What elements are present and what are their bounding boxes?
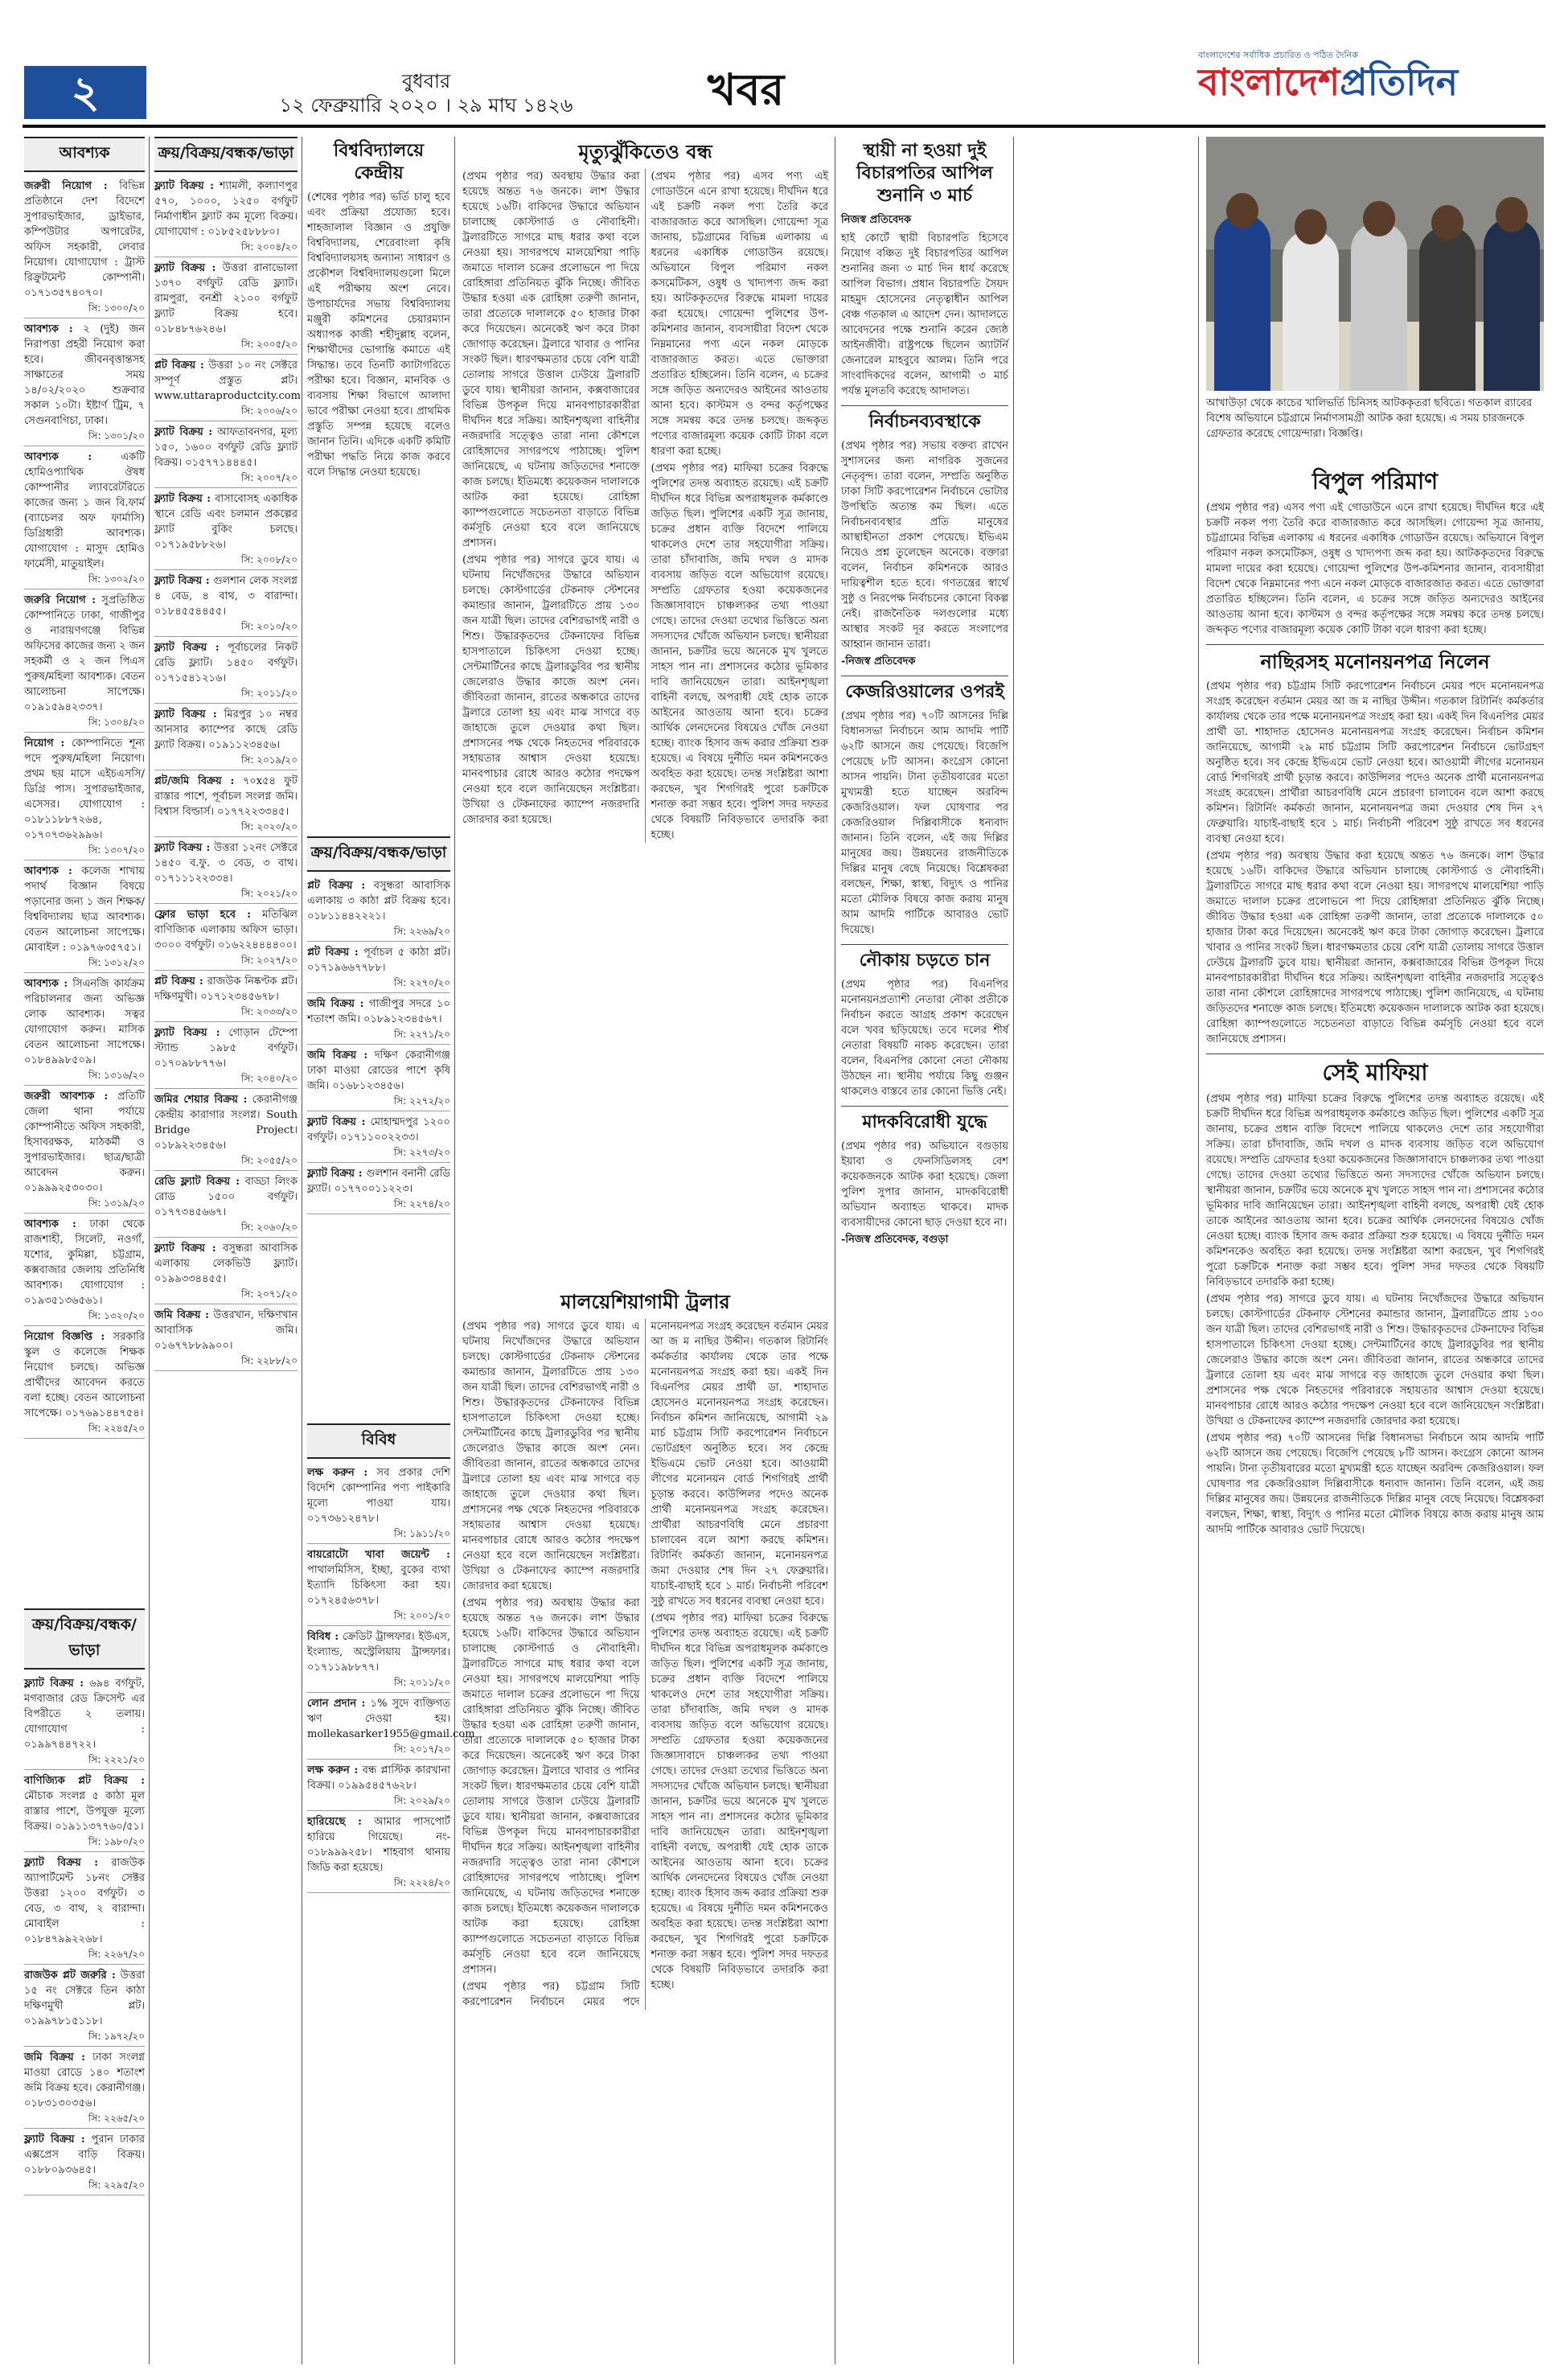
classified-list xyxy=(307,877,450,1214)
classified-ad-code: সি: ২২৬৯/২০ xyxy=(393,926,450,937)
news-column-right xyxy=(1206,466,1544,2364)
classified-ad-text: ক্রেডিট ট্রান্সফার। ইউএস, ইংল্যান্ড, অস্ট্রেলিয়ায় ট্রান্সফার। ০১৭১১৯৮৮৭৭। xyxy=(307,1631,450,1674)
section-title: খবর xyxy=(708,64,785,115)
article-university xyxy=(307,137,450,828)
classified-ad xyxy=(154,1306,298,1371)
classified-ad xyxy=(24,1966,145,2047)
photo-head xyxy=(1496,197,1528,232)
photo-person xyxy=(1351,222,1407,391)
classified-ad-lead: ফ্ল্যাট বিক্রয় : xyxy=(154,1242,216,1255)
article-body-extra: (প্রথম পৃষ্ঠার পর) সাগরে ডুবে যায়। এ ঘটনায় নিখোঁজদের উদ্ধারে অভিযান চলছে। কোস্টগার্ডের টেকনাফ স্টেশনের কমান্ডার জানান, ট্রলারটিতে প্রায় ১৩০ জন যাত্রী ছিল। তাদের বেশিরভাগই নারী ও শিশু। উদ্ধারকৃতদের টেকনাফের বিভিন্ন হাসপাতালে চিকিৎসা দেওয়া হচ্ছে। সেন্টমার্টিনের কাছে ট্রলারডুবির পর স্থানীয় জেলেরাও উদ্ধার কাজে অংশ নেন। জীবিতরা জানান, রাতের অন্ধকারে তাদের ট্রলারে তোলা হয় এবং মাঝ সাগরে বড় জাহাজে তুলে দেওয়ার কথা ছিল। প্রশাসনের পক্ষ থেকে নিহতদের পরিবারকে সহায়তার আশ্বাস দেওয়া হয়েছে। মানবপাচার রোধে আরও কঠোর পদক্ষেপ নেওয়া হবে বলে জানিয়েছেন সংশ্লিষ্টরা। উখিয়া ও টেকনাফের ক্যাম্পে নজরদারি জোরদার করা হয়েছে। xyxy=(462,554,640,826)
divider xyxy=(1206,644,1544,645)
classified-ad-lead: জরুরি নিয়োগ : xyxy=(24,594,96,606)
classified-ad-text: বিভিন্ন প্রতিষ্ঠানে দেশ বিদেশে সুপারভাইজার, ড্রাইভার, কম্পিউটার অপারেটর, অফিস সহকারী, লেবার নিয়োগ। যোগাযোগ : ট্রাস্ট রিক্রুটমেন্ট কোম্পানী। ০১৭১৩৫৭৪০৭০। xyxy=(24,180,145,299)
divider xyxy=(841,405,1008,406)
article-headline: মৃত্যুঝুঁকিতেও বন্ধ xyxy=(578,141,712,163)
article-byline: -নিজস্ব প্রতিবেদক xyxy=(841,655,916,667)
classified-ad-lead: লোন প্রদান : xyxy=(307,1698,366,1710)
classified-ad-lead: বিবিধ : xyxy=(307,1631,339,1643)
classified-ad-code: সি: ২২৭১/২০ xyxy=(393,1029,450,1040)
classified-ad-lead: ফ্ল্যাট বিক্রয় : xyxy=(24,2134,85,2146)
classified-ad-code: সি: ২০৭১/২০ xyxy=(240,1288,298,1300)
classified-ad-code: সি: ২০২১/২০ xyxy=(240,888,298,899)
classified-heading: আবশ্যক xyxy=(24,137,145,172)
article-body: হাই কোর্টে স্থায়ী বিচারপতি হিসেবে নিয়োগ বঞ্চিত দুই বিচারপতির আপিল শুনানির জন্য ৩ মার্চ দিন ধার্য করেছে আপিল বিভাগ। প্রধান বিচারপতি সৈয়দ মাহমুদ হোসেনের নেতৃত্বাধীন আপিল বেঞ্চ গতকাল এ আদেশ দেন। আদালতে আবেদনের পক্ষে শুনানি করেন জ্যেষ্ঠ আইনজীবী। রাষ্ট্রপক্ষে ছিলেন অ্যাটর্নি জেনারেল মাহবুবে আলম। তিনি পরে সাংবাদিকদের বলেন, আগামী ৩ মার্চ পর্যন্ত মুলতবি করেছে আদালত। xyxy=(841,232,1008,397)
classified-ad xyxy=(24,1772,145,1852)
classified-ad-code: সি: ১৩০০/২০ xyxy=(88,302,145,314)
classified-ad xyxy=(24,591,145,733)
classified-ad-text: উত্তরখান, দক্ষিণখান আবাসিক জমি। ০১৬৭৭৮৮৯৯০০। xyxy=(154,1309,298,1352)
divider xyxy=(841,1106,1008,1107)
article-death-risk xyxy=(462,137,828,1279)
classified-ad-lead: আবশ্যক : xyxy=(24,323,73,335)
article-headline-kejriwal: কেজরিওয়ালের ওপরই xyxy=(845,682,1004,702)
classified-ad-text: বসুন্ধরা আবাসিক এলাকায় লেকভিউ ফ্ল্যাট। ০১৯৯৩৩৪৪৫৫। xyxy=(154,1242,298,1285)
article-body: (প্রথম পৃষ্ঠার পর) সভায় বক্তব্য রাখেন সুশাসনের জন্য নাগরিক সুজনের নেতৃবৃন্দ। তারা বলেন, সম্প্রতি অনুষ্ঠিত ঢাকা সিটি করপোরেশন নির্বাচনে ভোটার উপস্থিতি অত্যন্ত কম ছিল। এতে নির্বাচনব্যবস্থার প্রতি মানুষের আস্থাহীনতা প্রকাশ পেয়েছে। ইভিএম নিয়েও প্রশ্ন তুলেছেন অনেকে। বক্তারা বলেন, নির্বাচন কমিশনকে আরও দায়িত্বশীল হতে হবে। গণতন্ত্রের স্বার্থে সুষ্ঠু ও নিরপেক্ষ নির্বাচনের কোনো বিকল্প নেই। রাজনৈতিক দলগুলোর মধ্যে আস্থার সংকট দূর করতে সংলাপের আহ্বান জানান তারা। xyxy=(841,440,1008,651)
divider xyxy=(841,944,1008,945)
article-byline: নিজস্ব প্রতিবেদক xyxy=(841,214,912,226)
classified-ad-code: সি: ২২৯৫/২০ xyxy=(88,2179,145,2191)
classified-ad xyxy=(24,734,145,860)
classified-ad-code: সি: ২০৪০/২০ xyxy=(240,1073,298,1084)
article-headline-boat: নৌকায় চড়তে চান xyxy=(859,951,991,971)
column-rule xyxy=(1198,137,1199,2364)
classified-column-3 xyxy=(307,836,450,1415)
classified-ad-lead: ফ্ল্যাট বিক্রয় : xyxy=(307,1168,363,1180)
article-body-extra: (প্রথম পৃষ্ঠার পর) এসব পণ্য এই গোডাউনে এনে রাখা হয়েছে। দীর্ঘদিন ধরে এই চক্রটি নকল পণ্য তৈরি করে বাজারজাত করে আসছিল। গোয়েন্দা সূত্র জানায়, চট্টগ্রামের বিভিন্ন এলাকায় এ ধরনের একাধিক গোডাউন রয়েছে। অভিযানে বিপুল পরিমাণ নকল কসমেটিকস, ওষুধ ও খাদ্যপণ্য জব্দ করা হয়। আটককৃতদের বিরুদ্ধে মামলা দায়ের করা হয়েছে। গোয়েন্দা পুলিশের উপ-কমিশনার জানান, ব্যবসায়ীরা বিদেশ থেকে নিম্নমানের পণ্য এনে নকল মোড়কে বাজারজাত করত। এতে ভোক্তারা প্রতারিত হচ্ছিলেন। তিনি বলেন, এ চক্রের সঙ্গে জড়িত অন্যদেরও আইনের আওতায় আনা হবে। কাস্টমস ও বন্দর কর্তৃপক্ষের সঙ্গে সমন্বয় করে তদন্ত চলছে। জব্দকৃত পণ্যের বাজারমূল্য কয়েক কোটি টাকা বলে ধারণা করা হচ্ছে। xyxy=(651,170,828,458)
article-body: (প্রথম পৃষ্ঠার পর) অভিযানে বগুড়ায় ইয়াবা ও ফেনসিডিলসহ বেশ কয়েকজনকে আটক করা হয়েছে। জেলা পুলিশ সুপার জানান, মাদকবিরোধী অভিযান অব্যাহত থাকবে। মাদক ব্যবসায়ীদের কোনো ছাড় দেওয়া হবে না। xyxy=(841,1140,1008,1229)
classified-ad-lead: ফ্ল্যাট বিক্রয় : xyxy=(154,262,216,274)
classified-ad-code: সি: ১৩১৯/২০ xyxy=(88,1197,145,1209)
classified-ad-code: সি: ১৯৮০/২০ xyxy=(88,1836,145,1847)
classified-ad xyxy=(24,2048,145,2129)
classified-ad xyxy=(154,572,298,637)
classified-ad-text: দক্ষিণ কেরানীগঞ্জ ঢাকা মাওয়া রোডের পাশে কৃষি জমি। ০১৬৮১২৩৪৫৬। xyxy=(307,1049,450,1092)
classified-ad-lead: রেডি ফ্ল্যাট বিক্রয় : xyxy=(154,1176,240,1188)
classified-ad-lead: ফ্ল্যাট বিক্রয় : xyxy=(154,180,214,192)
news-column-right-narrow xyxy=(841,137,1008,2364)
article-body: (প্রথম পৃষ্ঠার পর) সাগরে ডুবে যায়। এ ঘটনায় নিখোঁজদের উদ্ধারে অভিযান চলছে। কোস্টগার্ডের টেকনাফ স্টেশনের কমান্ডার জানান, ট্রলারটিতে প্রায় ১৩০ জন যাত্রী ছিল। তাদের বেশিরভাগই নারী ও শিশু। উদ্ধারকৃতদের টেকনাফের বিভিন্ন হাসপাতালে চিকিৎসা দেওয়া হচ্ছে। সেন্টমার্টিনের কাছে ট্রলারডুবির পর স্থানীয় জেলেরাও উদ্ধার কাজে অংশ নেন। জীবিতরা জানান, রাতের অন্ধকারে তাদের ট্রলারে তোলা হয় এবং মাঝ সাগরে বড় জাহাজে তুলে দেওয়ার কথা ছিল। প্রশাসনের পক্ষ থেকে নিহতদের পরিবারকে সহায়তার আশ্বাস দেওয়া হয়েছে। মানবপাচার রোধে আরও কঠোর পদক্ষেপ নেওয়া হবে বলে জানিয়েছেন সংশ্লিষ্টরা। উখিয়া ও টেকনাফের ক্যাম্পে নজরদারি জোরদার করা হয়েছে। xyxy=(462,1320,640,1592)
article-body: (প্রথম পৃষ্ঠার পর) চট্টগ্রাম সিটি করপোরেশন নির্বাচনে মেয়র পদে মনোনয়নপত্র সংগ্রহ করেছেন বর্তমান মেয়র আ জ ম নাছির উদ্দীন। গতকাল রিটার্নিং কর্মকর্তার কার্যালয় থেকে তার পক্ষে মনোনয়নপত্র সংগ্রহ করা হয়। একই দিন বিএনপির মেয়র প্রার্থী ডা. শাহাদাত হোসেনও মনোনয়নপত্র সংগ্রহ করেছেন। নির্বাচন কমিশন জানিয়েছে, আগামী ২৯ মার্চ চট্টগ্রাম সিটি করপোরেশন নির্বাচনে ভোটগ্রহণ অনুষ্ঠিত হবে। সব কেন্দ্রে ইভিএমে ভোট নেওয়া হবে। আওয়ামী লীগের মনোনয়ন বোর্ড শিগগিরই প্রার্থী চূড়ান্ত করবে। কাউন্সিলর পদেও অনেক প্রার্থী মনোনয়নপত্র সংগ্রহ করেছেন। প্রার্থীরা আচরণবিধি মেনে প্রচারণা চালাবেন বলে আশা করছে কমিশন। রিটার্নিং কর্মকর্তা জানান, মনোনয়নপত্র জমা দেওয়ার শেষ দিন ২৭ ফেব্রুয়ারি। যাচাই-বাছাই হবে ১ মার্চ। নির্বাচনী পরিবেশ সুষ্ঠু রাখতে সব ধরনের ব্যবস্থা নেওয়া হবে। xyxy=(1206,680,1544,845)
classified-ad xyxy=(307,1046,450,1111)
classified-ad xyxy=(24,320,145,446)
classified-misc xyxy=(307,1423,475,2364)
classified-ad xyxy=(154,906,298,971)
classified-ad-text: বসুন্ধরা আবাসিক এলাকায় ৩ কাঠা প্লট বিক্রয় হবে। ০১৮১১৪৪২২২১। xyxy=(307,880,450,922)
classified-ad-lead: জমি বিক্রয় : xyxy=(154,1309,209,1321)
classified-ad-text: পাথালমিসিস, ইচ্ছা, বুকের ব্যথা ইত্যাদি চিকিৎসা করা হয়। ০১৭২৪৫৬৩৭৮। xyxy=(307,1564,450,1607)
classified-ad-code: সি: ২২৮৮/২০ xyxy=(240,1355,298,1366)
classified-ad-lead: জরুরী আবশ্যক : xyxy=(24,1090,109,1103)
masthead-part1: বাংলাদেশ xyxy=(1198,60,1340,104)
classified-ad-lead: আবশ্যক : xyxy=(24,978,68,990)
classified-ad-code: সি: ২০০৮/২০ xyxy=(240,554,298,565)
article-body-extra: (প্রথম পৃষ্ঠার পর) ৭০টি আসনের দিল্লি বিধানসভা নির্বাচনে আম আদমি পার্টি ৬২টি আসনে জয় পেয়েছে। বিজেপি পেয়েছে ৮টি আসন। কংগ্রেস কোনো আসন পায়নি। টানা তৃতীয়বারের মতো মুখ্যমন্ত্রী হতে যাচ্ছেন অরবিন্দ কেজরিওয়াল। ফল ঘোষণার পর কেজরিওয়াল দিল্লিবাসীকে ধন্যবাদ জানান। তিনি বলেন, এই জয় দিল্লির মানুষের জয়। উন্নয়নের রাজনীতিকে দিল্লির মানুষ বেছে নিয়েছে। বিশ্লেষকরা বলছেন, শিক্ষা, স্বাস্থ্য, বিদ্যুৎ ও পানির মতো মৌলিক বিষয়ে কাজ করায় মানুষ আম আদমি পার্টিকে আবারও ভোট দিয়েছে। xyxy=(1206,1432,1544,1536)
classified-ad-lead: লক্ষ করুন : xyxy=(307,1764,359,1776)
classified-column-2 xyxy=(154,137,301,2364)
classified-ad-text: গাজীপুর সদরে ১০ শতাংশ জমি। ০১৮৯১২৩৪৫৬৭। xyxy=(307,998,451,1025)
article-headline-judges: স্থায়ী না হওয়া দুই বিচারপতির আপিল শুনানি ৩ মার্চ xyxy=(856,141,993,206)
classified-ad-code: সি: ১৩০১/২০ xyxy=(88,430,145,442)
classified-ad-code: সি: ২২৬৫/২০ xyxy=(88,2113,145,2124)
masthead-logo xyxy=(1198,55,1458,116)
classified-ad xyxy=(307,1813,450,1893)
classified-ad-text: গোড়ান টেম্পো স্ট্যান্ড ১৯৮৫ বর্গফুট। ০১৭০৯৮৮৭৭৬। xyxy=(154,1027,298,1070)
photo-head xyxy=(1295,209,1327,244)
classified-ad xyxy=(307,943,450,993)
classified-ad-lead: বায়রোটো খাবা জয়েন্ট : xyxy=(307,1549,450,1561)
classified-ad xyxy=(154,490,298,570)
classified-ad-lead: আবশ্যক : xyxy=(24,865,72,877)
classified-ad-text: কেরানীগঞ্জ কেন্দ্রীয় কারাগার সংলগ্ন। South Bridge Project। ০১৮৯২২৩৪৫৬। xyxy=(154,1094,298,1152)
classified-ad-code: সি: ২০০৪/২০ xyxy=(240,241,298,253)
classified-ad-code: সি: ২০১১/২০ xyxy=(240,688,298,699)
classified-ad xyxy=(154,259,298,355)
classified-ad-code: সি: ২০১০/২০ xyxy=(240,621,298,632)
photo-head xyxy=(1363,201,1395,236)
classified-ad-code: সি: ২২৭০/২০ xyxy=(393,977,450,988)
article-body: (প্রথম পৃষ্ঠার পর) বিএনপির মনোনয়নপ্রত্যাশী নেতারা নৌকা প্রতীকে নির্বাচন করতে আগ্রহ প্রকাশ করেছেন বলে খবর ছড়িয়েছে। তবে দলের শীর্ষ নেতারা বিষয়টি নাকচ করেছেন। তারা বলেন, বিএনপির কোনো নেতা নৌকায় উঠছেন না। স্থানীয় পর্যায়ে কিছু গুঞ্জন থাকলেও বাস্তবে তার কোনো ভিত্তি নেই। xyxy=(841,979,1008,1098)
news-photo xyxy=(1206,137,1544,391)
photo-head xyxy=(1226,193,1258,228)
classified-ad-lead: ফ্ল্যাট বিক্রয় : xyxy=(24,1678,84,1690)
classified-ad-text: গুলশান লেক সংলগ্ন ৪ বেড, ৪ বাথ, ৩ বারান্দা। ০১৮৪৫৫৪৪৫৫। xyxy=(154,575,298,618)
article-headline: মালয়েশিয়াগামী ট্রলার xyxy=(560,1291,730,1313)
classified-ad-text: সব প্রকার দেশি বিদেশি কোম্পানির পণ্য পাইকারি মূল্যে পাওয়া যায়। ০১৭৩৬১২৪৭৮। xyxy=(307,1467,450,1525)
classified-ad xyxy=(24,1328,145,1439)
classified-ad-text: কোম্পানিতে শূন্য পদে পুরুষ/মহিলা নিয়োগ। প্রথম ছয় মাসে এইচএসসি/ডিগ্রি পাস। সুপারভাইজার, এসেসর। যোগাযোগ : ০১৮১১৮৮৭২৬৪, ০১৭০৭৩৬২৯৯৬। xyxy=(24,737,145,841)
classified-ad xyxy=(307,1113,450,1163)
classified-ad-text: ৭০x৫৪ ফুট রাস্তার পাশে, পূর্বাচল সংলগ্ন জমি। বিশ্বাস বিল্ডার্স। ০১৭৭২২৩৩৪৫। xyxy=(154,775,298,818)
column-rule xyxy=(1013,137,1014,2364)
article-body: (প্রথম পৃষ্ঠার পর) মাফিয়া চক্রের বিরুদ্ধে পুলিশের তদন্ত অব্যাহত রয়েছে। এই চক্রটি দীর্ঘদিন ধরে বিভিন্ন অপরাধমূলক কর্মকাণ্ডে জড়িত ছিল। পুলিশের একটি সূত্র জানায়, চক্রের প্রধান ব্যক্তি বিদেশে পালিয়ে থাকলেও দেশে তার সহযোগীরা সক্রিয়। তারা চাঁদাবাজি, জমি দখল ও মাদক ব্যবসায় জড়িত বলে অভিযোগ রয়েছে। সম্প্রতি গ্রেফতার হওয়া কয়েকজনের জিজ্ঞাসাবাদে চাঞ্চল্যকর তথ্য পাওয়া গেছে। তাদের দেওয়া তথ্যের ভিত্তিতে অন্য সদস্যদের খোঁজে অভিযান চলছে। স্থানীয়রা জানান, চক্রটির ভয়ে অনেকে মুখ খুলতে সাহস পান না। প্রশাসনের কঠোর ভূমিকার দাবি জানিয়েছেন তারা। আইনশৃঙ্খলা বাহিনী বলছে, অপরাধী যেই হোক তাকে আইনের আওতায় আনা হবে। চক্রের আর্থিক লেনদেনের বিষয়েও খোঁজ নেওয়া হচ্ছে। ব্যাংক হিসাব জব্দ করার প্রক্রিয়া শুরু হয়েছে। এ বিষয়ে দুর্নীতি দমন কমিশনকেও অবহিত করা হয়েছে। তদন্ত সংশ্লিষ্টরা আশা করছেন, খুব শিগগিরই পুরো চক্রটিকে শনাক্ত করা সম্ভব হবে। পুলিশ সদর দফতর থেকে বিষয়টি নিবিড়ভাবে তদারকি করা হচ্ছে। xyxy=(1206,1093,1544,1288)
article-body-extra: (প্রথম পৃষ্ঠার পর) চট্টগ্রাম সিটি করপোরেশন নির্বাচনে মেয়র পদে মনোনয়নপত্র সংগ্রহ করেছেন বর্তমান মেয়র আ জ ম নাছির উদ্দীন। গতকাল রিটার্নিং কর্মকর্তার কার্যালয় থেকে তার পক্ষে মনোনয়নপত্র সংগ্রহ করা হয়। একই দিন বিএনপির মেয়র প্রার্থী ডা. শাহাদাত হোসেনও মনোনয়নপত্র সংগ্রহ করেছেন। নির্বাচন কমিশন জানিয়েছে, আগামী ২৯ মার্চ চট্টগ্রাম সিটি করপোরেশন নির্বাচনে ভোটগ্রহণ অনুষ্ঠিত হবে। সব কেন্দ্রে ইভিএমে ভোট নেওয়া হবে। আওয়ামী লীগের মনোনয়ন বোর্ড শিগগিরই প্রার্থী চূড়ান্ত করবে। কাউন্সিলর পদেও অনেক প্রার্থী মনোনয়নপত্র সংগ্রহ করেছেন। প্রার্থীরা আচরণবিধি মেনে প্রচারণা চালাবেন বলে আশা করছে কমিশন। রিটার্নিং কর্মকর্তা জানান, মনোনয়নপত্র জমা দেওয়ার শেষ দিন ২৭ ফেব্রুয়ারি। যাচাই-বাছাই হবে ১ মার্চ। নির্বাচনী পরিবেশ সুষ্ঠু রাখতে সব ধরনের ব্যবস্থা নেওয়া হবে। xyxy=(462,1320,828,2008)
article-body: (শেষের পৃষ্ঠার পর) ভর্তি চালু হবে এবং প্রক্রিয়া প্রযোজ্য হবে। শাহজালাল বিজ্ঞান ও প্রযুক্তি বিশ্ববিদ্যালয়, শেরেবাংলা কৃষি বিশ্ববিদ্যালয়সহ অন্যান্য সাধারণ ও প্রকৌশল বিশ্ববিদ্যালয়গুলো মিলে এই পরীক্ষায় অংশ নেবে। উপাচার্যদের সভায় বিশ্ববিদ্যালয় মঞ্জুরী কমিশনের চেয়ারম্যান অধ্যাপক কাজী শহীদুল্লাহ বলেন, শিক্ষার্থীদের ভোগান্তি কমাতে এই সিদ্ধান্ত। তবে তিনটি ক্যাটাগরিতে পরীক্ষা হবে। বিজ্ঞান, মানবিক ও ব্যবসায় শিক্ষা বিভাগে আলাদা ভাবে পরীক্ষা নেওয়া হবে। প্রাথমিক প্রস্তুতি সম্পন্ন হয়েছে বলেও জানান তিনি। এদিকে একটি কমিটি পরীক্ষা পদ্ধতি নিয়ে কাজ করবে বলে সিদ্ধান্ত নেওয়া হয়েছে। xyxy=(307,191,450,478)
article-body-extra: (প্রথম পৃষ্ঠার পর) সাগরে ডুবে যায়। এ ঘটনায় নিখোঁজদের উদ্ধারে অভিযান চলছে। কোস্টগার্ডের টেকনাফ স্টেশনের কমান্ডার জানান, ট্রলারটিতে প্রায় ১৩০ জন যাত্রী ছিল। তাদের বেশিরভাগই নারী ও শিশু। উদ্ধারকৃতদের টেকনাফের বিভিন্ন হাসপাতালে চিকিৎসা দেওয়া হচ্ছে। সেন্টমার্টিনের কাছে ট্রলারডুবির পর স্থানীয় জেলেরাও উদ্ধার কাজে অংশ নেন। জীবিতরা জানান, রাতের অন্ধকারে তাদের ট্রলারে তোলা হয় এবং মাঝ সাগরে বড় জাহাজে তুলে দেওয়ার কথা ছিল। প্রশাসনের পক্ষ থেকে নিহতদের পরিবারকে সহায়তার আশ্বাস দেওয়া হয়েছে। মানবপাচার রোধে আরও কঠোর পদক্ষেপ নেওয়া হবে বলে জানিয়েছেন সংশ্লিষ্টরা। উখিয়া ও টেকনাফের ক্যাম্পে নজরদারি জোরদার করা হয়েছে। xyxy=(1206,1293,1544,1427)
classified-ad-text: শ্যামলী, কল্যাণপুর ৫৭০, ১০০০, ১২৫০ বর্গফুট নির্মাণাধীন ফ্ল্যাট কম মূল্যে বিক্রয়। যোগাযোগ : ০১৮৫২৫৮৮৮০। xyxy=(154,180,298,238)
issue-date xyxy=(201,69,651,117)
article-body-extra: (প্রথম পৃষ্ঠার পর) অবস্থায় উদ্ধার করা হয়েছে অন্তত ৭৬ জনকে। লাশ উদ্ধার হয়েছে ১৬টি। বাকিদের উদ্ধারে অভিযান চালাচ্ছে কোস্টগার্ড ও নৌবাহিনী। ট্রলারটিতে সাগরে মাছ ধরার কথা বলে নেওয়া হয়। সাগরপথে মালয়েশিয়া পাড়ি জমাতে দালাল চক্রের প্রলোভনে পা দিয়ে রোহিঙ্গারা প্রতিনিয়ত ঝুঁকি নিচ্ছে। জীবিত উদ্ধার হওয়া এক রোহিঙ্গা তরুণী জানান, তারা প্রত্যেকে দালালকে ৫০ হাজার টাকা করে দিয়েছেন। অনেকেই ঋণ করে টাকা জোগাড় করেছেন। ট্রলারে খাবার ও পানির সংকট ছিল। ধারণক্ষমতার চেয়ে বেশি যাত্রী তোলায় সাগরে উত্তাল ঢেউয়ে ট্রলারটি ডুবে যায়। স্থানীয়রা জানান, কক্সবাজারের বিভিন্ন উপকূল দিয়ে মানবপাচারকারীরা দীর্ঘদিন ধরে সক্রিয়। আইনশৃঙ্খলা বাহিনীর নজরদারি সত্ত্বেও তারা নানা কৌশলে রোহিঙ্গাদের সাগরপথে পাঠাচ্ছে। পুলিশ জানিয়েছে, এ ঘটনায় জড়িতদের শনাক্তে কাজ চলছে। ইতিমধ্যে কয়েকজন দালালকে আটক করা হয়েছে। রোহিঙ্গা ক্যাম্পগুলোতে সচেতনতা বাড়াতে বিভিন্ন কর্মসূচি নেওয়া হবে বলে জানিয়েছে প্রশাসন। xyxy=(462,1597,640,1976)
article-headline-mafia: সেই মাফিয়া xyxy=(1322,1059,1428,1086)
classified-ad-text: বাড্ডা লিংক রোড ১৫০০ বর্গফুট। ০১৭৭৩৪৫৬৬৭। xyxy=(154,1176,298,1218)
page-number: ২ xyxy=(24,66,146,119)
classified-ad-code: সি: ২০১৯/২০ xyxy=(240,754,298,766)
classified-ad-code: সি: ১৯১১/২০ xyxy=(393,1528,450,1539)
classified-ad-text: মৌচাক সংলগ্ন ৫ কাঠা মূল রাস্তার পাশে, উপযুক্ত মূল্যে বিক্রয়। ০১৯১১৩৭৭৬০/৫১। xyxy=(24,1790,145,1833)
classified-ad-lead: জমি বিক্রয় : xyxy=(24,2052,85,2064)
classified-ad-code: সি: ২২২১/২০ xyxy=(88,1754,145,1765)
classified-ad-code: সি: ২২৭৪/২০ xyxy=(393,1198,450,1210)
classified-ad xyxy=(154,1239,298,1304)
classified-ad xyxy=(307,1761,450,1811)
classified-ad-code: সি: ২০৫৫/২০ xyxy=(240,1155,298,1166)
classified-ad xyxy=(307,1694,475,1760)
classified-ad xyxy=(24,448,145,589)
classified-ad xyxy=(154,839,298,904)
photo-caption: আখাউড়া থেকে কাচের খালিভর্তি চিনিসহ আটককৃতরা ছবিতে। গতকাল র‌্যাবের বিশেষ অভিযানে চট্টগ্রামে নির্মাণসামগ্রী আটক করা হয়েছে। এ সময় চারজনকে গ্রেফতার করেছে গোয়েন্দারা। বিজ্ঞপ্তি। xyxy=(1206,397,1533,440)
classified-column-1b xyxy=(24,1608,145,2364)
classified-ad-lead: প্লট বিক্রয় : xyxy=(154,359,204,372)
classified-ad-text: আমার পাসপোর্ট হারিয়ে গিয়েছে। নং- ০১৮৯৯৯২৫৮। শাহবাগ থানায় জিডি করা হয়েছে। xyxy=(307,1816,450,1874)
classified-ad xyxy=(154,772,298,837)
classified-ad-lead: রাজউক প্লট জরুরি : xyxy=(24,1969,116,1982)
classified-ad-text: একটি হোমিওপ্যাথিক ঔষধ কোম্পানীর ল্যাবরেটরিতে কাজের জন্য ১ জন বি.ফার্ম (ব্যাচেলর অফ ফার্মাসি) ডিগ্রিধারী আবশ্যক। যোগাযোগ : মাসুদ হোমিও ফার্মেসী, মাতুয়াইল। xyxy=(24,451,145,570)
classified-ad-text: মোহাম্মদপুর ১২০০ বর্গফুট। ০১৭১১০০২২৩৩। xyxy=(307,1116,451,1144)
classified-ad xyxy=(154,972,298,1022)
classified-ad xyxy=(154,1024,298,1089)
classified-ad-lead: জমি বিক্রয় : xyxy=(307,1049,368,1062)
classified-ad-code: সি: ২০৩৩/২০ xyxy=(240,1006,298,1017)
classified-ad-code: সি: ২২২৪/২০ xyxy=(393,1877,450,1888)
classified-ad-lead: ফ্ল্যাট বিক্রয় : xyxy=(154,709,217,721)
classified-ad-lead: ফ্ল্যাট বিক্রয় : xyxy=(154,493,211,505)
classified-ad-text: ২ (দুই) জন নিরাপত্তা প্রহরী নিয়োগ করা হবে। জীবনবৃত্তান্তসহ সাক্ষাতের সময় ১৪/০২/২০২০ শুক্রবার সকাল ১০টা। ইষ্টার্ণ ট্রিম, ৭ সেগুনবাগিচা, ঢাকা। xyxy=(24,323,146,427)
classified-ad-text: রাজউক নিষ্কণ্টক প্লট। দক্ষিণমুখী। ০১৭১২৩৪৫৬৭৮। xyxy=(154,975,298,1003)
classified-ad-code: সি: ১৩২০/২০ xyxy=(88,1310,145,1321)
classified-ad-lead: জরুরী নিয়োগ : xyxy=(24,180,108,192)
masthead-tagline: বাংলাদেশের সর্বাধিক প্রচারিত ও পঠিত দৈনিক xyxy=(1198,50,1358,60)
classified-heading: বিবিধ xyxy=(307,1423,450,1459)
classified-ad-code: সি: ২০০৫/২০ xyxy=(240,339,298,350)
masthead-part2: প্রতিদিন xyxy=(1340,60,1459,104)
classified-ad-text: ঢাকা থেকে রাজশাহী, সিলেট, নওগাঁ, যশোর, কুমিল্লা, চট্টগ্রাম, কক্সবাজার জেলায় প্রতিনিধি আবশ্যক। যোগাযোগ : ০১৯৩৫১৩৬৫৬১। xyxy=(24,1218,146,1307)
classified-ad xyxy=(307,1164,450,1214)
classified-list xyxy=(154,177,301,1371)
classified-column-1 xyxy=(24,137,145,1600)
classified-ad-code: সি: ২০০৭/২০ xyxy=(240,472,298,483)
classified-ad-text: উত্তরা ১২নং সেক্টরে ১৪৫০ ব.ফু. ৩ বেড, ৩ বাথ। ০১৭১১১২২৩৩৪। xyxy=(154,842,298,885)
classified-ad-lead: জমি বিক্রয় : xyxy=(307,998,364,1010)
article-byline: -নিজস্ব প্রতিবেদক, বগুড়া xyxy=(841,1234,949,1246)
classified-ad-lead: ফ্ল্যাট বিক্রয় : xyxy=(154,575,210,587)
column-rule xyxy=(454,137,455,2364)
classified-ad-lead: নিয়োগ : xyxy=(24,737,65,750)
classified-ad xyxy=(24,975,145,1086)
classified-ad-code: সি: ১৩০২/২০ xyxy=(88,573,145,585)
classified-ad-code: সি: ২০২৭/২০ xyxy=(240,955,298,966)
classified-ad xyxy=(154,356,301,421)
classified-ad xyxy=(24,862,145,973)
classified-ad-text: রাজউক অ্যাপার্টমেন্ট ১৮নং সেক্টর উত্তরা ১২০০ বর্গফুট। ৩ বেড, ৩ বাথ, ২ বারান্দা। মোবাইল : ০১৮৪৭৯৯২২৬৮। xyxy=(24,1857,146,1945)
classified-ad-text: প্রতিটি জেলা থানা পর্যায়ে কোম্পানীতে অফিস সহকারী, হিসাবরক্ষক, মাঠকর্মী ও সুপারভাইজার। ছাত্র/ছাত্রী আবেদন করুন। ০১৯৯৯২৫৩০৩০। xyxy=(24,1090,145,1194)
classified-ad-text: ৬৯৪ বর্গফুট, মগবাজার রেড ক্রিসেন্ট এর বিপরীতে ২ তলায়। যোগাযোগ : ০১৯৯৭৪৪৭২২। xyxy=(24,1678,146,1751)
classified-ad-text: কলেজ শাখায় পদার্থ বিজ্ঞান বিষয়ে পড়ানোর জন্য ১ জন শিক্ষক/বিশ্ববিদ্যালয় ছাত্র আবশ্যক। বেতন আলোচনা সাপেক্ষে। মোবাইল : ০১৯৭৬৩৫৭৫১। xyxy=(24,865,145,954)
article-headline-drug: মাদকবিরোধী যুদ্ধে xyxy=(862,1112,987,1132)
classified-ad-code: সি: ১৩০৪/২০ xyxy=(88,717,145,728)
classified-ad xyxy=(24,177,145,318)
classified-ad-code: সি: ১৩০৭/২০ xyxy=(88,844,145,856)
issue-day: বুধবার xyxy=(401,70,451,92)
classified-ad-lead: প্লট/জমি বিক্রয় : xyxy=(154,775,235,787)
column-rule xyxy=(149,137,150,2364)
classified-ad-code: সি: ২০১১/২০ xyxy=(393,1677,450,1688)
classified-ad-text: মিরপুর ১০ নম্বর আনসার ক্যাম্পের কাছে রেডি ফ্ল্যাট বিক্রয়। ০১৯১১২৩৪৫৬। xyxy=(154,709,298,751)
classified-ad xyxy=(307,995,450,1045)
classified-ad-code: সি: ১৩১৬/২০ xyxy=(88,1070,145,1081)
classified-heading: ক্রয়/বিক্রয়/বন্ধক/ভাড়া xyxy=(154,137,298,172)
classified-ad-text: সরকারি স্কুল ও কলেজে শিক্ষক নিয়োগ চলছে। অভিজ্ঞ প্রার্থীদের আবেদন করতে বলা হচ্ছে। বেতন আলোচনা সাপেক্ষে। ০১৭৬৯১৪৪৭৫৪। xyxy=(24,1331,145,1419)
classified-ad-code: সি: ২২৭২/২০ xyxy=(393,1095,450,1107)
classified-ad-lead: ফ্ল্যাট বিক্রয় : xyxy=(24,1857,99,1869)
classified-list xyxy=(24,177,145,1439)
classified-ad-lead: প্লট বিক্রয় : xyxy=(154,975,203,988)
classified-ad-lead: জমির শেয়ার বিক্রয় : xyxy=(154,1094,248,1106)
article-headline-election: নির্বাচনব্যবস্থাকে xyxy=(868,412,981,432)
classified-list xyxy=(307,1464,475,1893)
classified-ad-text: সুপ্রতিষ্ঠিত কোম্পানিতে ঢাকা, গাজীপুর ও নারায়ণগঞ্জে বিভিন্ন অফিসের কাজের জন্য ২ জন সহকর্মী ও ২ জন পিএস পুরুষ/মহিলা আবশ্যক। বেতন আলোচনা সাপেক্ষে। ০১৯১৫৯৪২৩৩৭। xyxy=(24,594,145,713)
classified-ad-lead: আবশ্যক : xyxy=(24,1218,76,1230)
classified-ad-code: সি: ২০০৬/২০ xyxy=(240,405,298,417)
article-body: (প্রথম পৃষ্ঠার পর) ৭০টি আসনের দিল্লি বিধানসভা নির্বাচনে আম আদমি পার্টি ৬২টি আসনে জয় পেয়েছে। বিজেপি পেয়েছে ৮টি আসন। কংগ্রেস কোনো আসন পায়নি। টানা তৃতীয়বারের মতো মুখ্যমন্ত্রী হতে যাচ্ছেন অরবিন্দ কেজরিওয়াল। ফল ঘোষণার পর কেজরিওয়াল দিল্লিবাসীকে ধন্যবাদ জানান। তিনি বলেন, এই জয় দিল্লির মানুষের জয়। উন্নয়নের রাজনীতিকে দিল্লির মানুষ বেছে নিয়েছে। বিশ্লেষকরা বলছেন, শিক্ষা, স্বাস্থ্য, বিদ্যুৎ ও পানির মতো মৌলিক বিষয়ে কাজ করায় মানুষ আম আদমি পার্টিকে আবারও ভোট দিয়েছে। xyxy=(841,710,1008,936)
classified-ad-code: সি: ২০৬০/২০ xyxy=(240,1222,298,1233)
article-body-extra: (প্রথম পৃষ্ঠার পর) মাফিয়া চক্রের বিরুদ্ধে পুলিশের তদন্ত অব্যাহত রয়েছে। এই চক্রটি দীর্ঘদিন ধরে বিভিন্ন অপরাধমূলক কর্মকাণ্ডে জড়িত ছিল। পুলিশের একটি সূত্র জানায়, চক্রের প্রধান ব্যক্তি বিদেশে পালিয়ে থাকলেও দেশে তার সহযোগীরা সক্রিয়। তারা চাঁদাবাজি, জমি দখল ও মাদক ব্যবসায় জড়িত বলে অভিযোগ রয়েছে। সম্প্রতি গ্রেফতার হওয়া কয়েকজনের জিজ্ঞাসাবাদে চাঞ্চল্যকর তথ্য পাওয়া গেছে। তাদের দেওয়া তথ্যের ভিত্তিতে অন্য সদস্যদের খোঁজে অভিযান চলছে। স্থানীয়রা জানান, চক্রটির ভয়ে অনেকে মুখ খুলতে সাহস পান না। প্রশাসনের কঠোর ভূমিকার দাবি জানিয়েছেন তারা। আইনশৃঙ্খলা বাহিনী বলছে, অপরাধী যেই হোক তাকে আইনের আওতায় আনা হবে। চক্রের আর্থিক লেনদেনের বিষয়েও খোঁজ নেওয়া হচ্ছে। ব্যাংক হিসাব জব্দ করার প্রক্রিয়া শুরু হয়েছে। এ বিষয়ে দুর্নীতি দমন কমিশনকেও অবহিত করা হয়েছে। তদন্ত সংশ্লিষ্টরা আশা করছেন, খুব শিগগিরই পুরো চক্রটিকে শনাক্ত করা সম্ভব হবে। পুলিশ সদর দফতর থেকে বিষয়টি নিবিড়ভাবে তদারকি করা হচ্ছে। xyxy=(651,462,828,841)
classified-ad-text: উত্তরা রানাভোলা ১৩৭০ বর্গফুট রেডি ফ্ল্যাট। রামপুরা, বনশ্রী ২১০০ বর্গফুট ফ্ল্যাট বিক্রয় হবে। ০১৮৪৮৭৬২৪৬। xyxy=(154,262,298,335)
classified-ad-code: সি: ২২৪৫/২০ xyxy=(88,1423,145,1434)
classified-ad-lead: ফ্ল্যাট বিক্রয় : xyxy=(154,1027,220,1039)
classified-ad-text: মতিঝিল বাণিজ্যিক এলাকায় অফিস ভাড়া। ৩০০০ বর্গফুট। ০১৬২২৪৪৪৪০০। xyxy=(154,909,298,951)
classified-ad-code: সি: ২০১৭/২০ xyxy=(393,1744,450,1755)
classified-ad-code: সি: ২০০১/২০ xyxy=(393,1610,450,1621)
classified-ad-code: সি: ২০২৯/২০ xyxy=(393,1795,450,1806)
article-body-extra: (প্রথম পৃষ্ঠার পর) অবস্থায় উদ্ধার করা হয়েছে অন্তত ৭৬ জনকে। লাশ উদ্ধার হয়েছে ১৬টি। বাকিদের উদ্ধারে অভিযান চালাচ্ছে কোস্টগার্ড ও নৌবাহিনী। ট্রলারটিতে সাগরে মাছ ধরার কথা বলে নেওয়া হয়। সাগরপথে মালয়েশিয়া পাড়ি জমাতে দালাল চক্রের প্রলোভনে পা দিয়ে রোহিঙ্গারা প্রতিনিয়ত ঝুঁকি নিচ্ছে। জীবিত উদ্ধার হওয়া এক রোহিঙ্গা তরুণী জানান, তারা প্রত্যেকে দালালকে ৫০ হাজার টাকা করে দিয়েছেন। অনেকেই ঋণ করে টাকা জোগাড় করেছেন। ট্রলারে খাবার ও পানির সংকট ছিল। ধারণক্ষমতার চেয়ে বেশি যাত্রী তোলায় সাগরে উত্তাল ঢেউয়ে ট্রলারটি ডুবে যায়। স্থানীয়রা জানান, কক্সবাজারের বিভিন্ন উপকূল দিয়ে মানবপাচারকারীরা দীর্ঘদিন ধরে সক্রিয়। আইনশৃঙ্খলা বাহিনীর নজরদারি সত্ত্বেও তারা নানা কৌশলে রোহিঙ্গাদের সাগরপথে পাঠাচ্ছে। পুলিশ জানিয়েছে, এ ঘটনায় জড়িতদের শনাক্তে কাজ চলছে। ইতিমধ্যে কয়েকজন দালালকে আটক করা হয়েছে। রোহিঙ্গা ক্যাম্পগুলোতে সচেতনতা বাড়াতে বিভিন্ন কর্মসূচি নেওয়া হবে বলে জানিয়েছে প্রশাসন। xyxy=(1206,850,1544,1045)
classified-ad xyxy=(154,705,298,770)
classified-ad-lead: ফ্ল্যাট বিক্রয় : xyxy=(154,842,211,854)
classified-ad-text: উত্তরা ১৫ নং সেক্টরে তিন কাঠা দক্ষিণমুখী প্লট। ০১৯৯৭৮১৫১১৮। xyxy=(24,1969,145,2027)
article-body-extra: (প্রথম পৃষ্ঠার পর) মাফিয়া চক্রের বিরুদ্ধে পুলিশের তদন্ত অব্যাহত রয়েছে। এই চক্রটি দীর্ঘদিন ধরে বিভিন্ন অপরাধমূলক কর্মকাণ্ডে জড়িত ছিল। পুলিশের একটি সূত্র জানায়, চক্রের প্রধান ব্যক্তি বিদেশে পালিয়ে থাকলেও দেশে তার সহযোগীরা সক্রিয়। তারা চাঁদাবাজি, জমি দখল ও মাদক ব্যবসায় জড়িত বলে অভিযোগ রয়েছে। সম্প্রতি গ্রেফতার হওয়া কয়েকজনের জিজ্ঞাসাবাদে চাঞ্চল্যকর তথ্য পাওয়া গেছে। তাদের দেওয়া তথ্যের ভিত্তিতে অন্য সদস্যদের খোঁজে অভিযান চলছে। স্থানীয়রা জানান, চক্রটির ভয়ে অনেকে মুখ খুলতে সাহস পান না। প্রশাসনের কঠোর ভূমিকার দাবি জানিয়েছেন তারা। আইনশৃঙ্খলা বাহিনী বলছে, অপরাধী যেই হোক তাকে আইনের আওতায় আনা হবে। চক্রের আর্থিক লেনদেনের বিষয়েও খোঁজ নেওয়া হচ্ছে। ব্যাংক হিসাব জব্দ করার প্রক্রিয়া শুরু হয়েছে। এ বিষয়ে দুর্নীতি দমন কমিশনকেও অবহিত করা হয়েছে। তদন্ত সংশ্লিষ্টরা আশা করছেন, খুব শিগগিরই পুরো চক্রটিকে শনাক্ত করা সম্ভব হবে। পুলিশ সদর দফতর থেকে বিষয়টি নিবিড়ভাবে তদারকি করা হচ্ছে। xyxy=(651,1612,828,1991)
article-headline-amount: বিপুল পরিমাণ xyxy=(1311,468,1439,495)
classified-ad xyxy=(307,1546,450,1626)
article-headline: বিশ্ববিদ্যালয়ে কেন্দ্রীয় xyxy=(333,141,425,183)
classified-ad xyxy=(307,1628,450,1693)
classified-ad xyxy=(24,1854,145,1965)
header-rule xyxy=(23,125,1545,128)
classified-ad-text: আফতাবনগর, মূল্য ১৫০, ১৬০০ বর্গফুট রেডি ফ্ল্যাট বিক্রয়। ০১৫৭৭১৪৪৪৫। xyxy=(154,426,298,469)
classified-ad-text: পূর্বাচলের নিকট রেডি ফ্ল্যাট। ১৪৫০ বর্গফুট। ০১৭১৫৪১২১৬। xyxy=(154,642,298,684)
classified-ad xyxy=(24,1215,145,1326)
classified-ad-lead: বাণিজ্যিক প্লট বিক্রয় : xyxy=(24,1775,145,1787)
photo-person xyxy=(1214,214,1270,391)
classified-ad xyxy=(154,177,298,257)
classified-ad xyxy=(24,2130,145,2195)
classified-ad-text: বন্ধ প্লাস্টিক কারখানা বিক্রয়। ০১৯৯৫৪৫৭৬২৮। xyxy=(307,1764,450,1792)
classified-ad-lead: হারিয়েছে : xyxy=(307,1816,362,1828)
classified-ad xyxy=(154,1173,298,1238)
classified-ad xyxy=(154,639,298,704)
classified-list xyxy=(24,1674,145,2195)
article-body: (প্রথম পৃষ্ঠার পর) এসব পণ্য এই গোডাউনে এনে রাখা হয়েছে। দীর্ঘদিন ধরে এই চক্রটি নকল পণ্য তৈরি করে বাজারজাত করে আসছিল। গোয়েন্দা সূত্র জানায়, চট্টগ্রামের বিভিন্ন এলাকায় এ ধরনের একাধিক গোডাউন রয়েছে। অভিযানে বিপুল পরিমাণ নকল কসমেটিকস, ওষুধ ও খাদ্যপণ্য জব্দ করা হয়। আটককৃতদের বিরুদ্ধে মামলা দায়ের করা হয়েছে। গোয়েন্দা পুলিশের উপ-কমিশনার জানান, ব্যবসায়ীরা বিদেশ থেকে নিম্নমানের পণ্য এনে নকল মোড়কে বাজারজাত করত। এতে ভোক্তারা প্রতারিত হচ্ছিলেন। তিনি বলেন, এ চক্রের সঙ্গে জড়িত অন্যদেরও আইনের আওতায় আনা হবে। কাস্টমস ও বন্দর কর্তৃপক্ষের সঙ্গে সমন্বয় করে তদন্ত চলছে। জব্দকৃত পণ্যের বাজারমূল্য কয়েক কোটি টাকা বলে ধারণা করা হচ্ছে। xyxy=(1206,502,1544,636)
classified-ad xyxy=(24,1674,145,1770)
classified-ad-code: সি: ১৯৭২/২০ xyxy=(88,2031,145,2042)
classified-ad-text: সিএনজি কার্যক্রম পরিচালনার জন্য অভিজ্ঞ লোক আবশ্যক। সত্বর যোগাযোগ করুন। মাসিক বেতন আলোচনা সাপেক্ষে। ০১৮৪৯৯৮৫০৯। xyxy=(24,978,145,1066)
classified-ad-code: সি: ১৩১২/২০ xyxy=(88,957,145,968)
classified-ad-text: ঢাকা সংলগ্ন মাওয়া রোডে ১৪০ শতাংশ জমি বিক্রয় হবে। কেরানীগঞ্জ। ০১৮৩১৩০৩৫৬। xyxy=(24,2052,145,2109)
classified-ad-text: পূর্বাচল ৫ কাঠা প্লট। ০১৭১৯৬৬৭৭৮৮। xyxy=(307,947,450,974)
classified-ad-code: সি: ২০২০/২০ xyxy=(240,821,298,832)
classified-ad-text: ১% সুদে ব্যক্তিগত ঋণ দেওয়া হয়। mollekasarker1955@gmail.com xyxy=(307,1698,475,1740)
classified-ad-lead: নিয়োগ বিজ্ঞপ্তি : xyxy=(24,1331,105,1343)
photo-person xyxy=(1419,226,1476,391)
photo-person xyxy=(1283,230,1339,391)
article-body: (প্রথম পৃষ্ঠার পর) অবস্থায় উদ্ধার করা হয়েছে অন্তত ৭৬ জনকে। লাশ উদ্ধার হয়েছে ১৬টি। বাকিদের উদ্ধারে অভিযান চালাচ্ছে কোস্টগার্ড ও নৌবাহিনী। ট্রলারটিতে সাগরে মাছ ধরার কথা বলে নেওয়া হয়। সাগরপথে মালয়েশিয়া পাড়ি জমাতে দালাল চক্রের প্রলোভনে পা দিয়ে রোহিঙ্গারা প্রতিনিয়ত ঝুঁকি নিচ্ছে। জীবিত উদ্ধার হওয়া এক রোহিঙ্গা তরুণী জানান, তারা প্রত্যেকে দালালকে ৫০ হাজার টাকা করে দিয়েছেন। অনেকেই ঋণ করে টাকা জোগাড় করেছেন। ট্রলারে খাবার ও পানির সংকট ছিল। ধারণক্ষমতার চেয়ে বেশি যাত্রী তোলায় সাগরে উত্তাল ঢেউয়ে ট্রলারটি ডুবে যায়। স্থানীয়রা জানান, কক্সবাজারের বিভিন্ন উপকূল দিয়ে মানবপাচারকারীরা দীর্ঘদিন ধরে সক্রিয়। আইনশৃঙ্খলা বাহিনীর নজরদারি সত্ত্বেও তারা নানা কৌশলে রোহিঙ্গাদের সাগরপথে পাঠাচ্ছে। পুলিশ জানিয়েছে, এ ঘটনায় জড়িতদের শনাক্তে কাজ চলছে। ইতিমধ্যে কয়েকজন দালালকে আটক করা হয়েছে। রোহিঙ্গা ক্যাম্পগুলোতে সচেতনতা বাড়াতে বিভিন্ন কর্মসূচি নেওয়া হবে বলে জানিয়েছে প্রশাসন। xyxy=(462,170,640,549)
classified-heading: ক্রয়/বিক্রয়/বন্ধক/ভাড়া xyxy=(307,836,450,872)
classified-ad xyxy=(307,1464,450,1544)
classified-ad-lead: ফ্ল্যাট বিক্রয় : xyxy=(154,426,213,438)
classified-ad xyxy=(154,1090,298,1171)
classified-heading: ক্রয়/বিক্রয়/বন্ধক/ভাড়া xyxy=(24,1608,145,1670)
classified-ad xyxy=(307,877,450,942)
classified-ad-lead: প্লট বিক্রয় : xyxy=(307,880,366,892)
classified-ad-lead: আবশ্যক : xyxy=(24,451,92,463)
classified-ad-text: গুলশান বনানী রেডি ফ্ল্যাট। ০১৭৭০০১১২২৩। xyxy=(307,1168,450,1195)
classified-ad xyxy=(154,423,298,488)
classified-ad-code: সি: ২২৭৩/২০ xyxy=(393,1147,450,1158)
photo-person xyxy=(1484,218,1540,391)
classified-ad-lead: প্লট বিক্রয় : xyxy=(307,947,359,959)
classified-ad-lead: লক্ষ করুন : xyxy=(307,1467,368,1479)
classified-ad-lead: ফ্লোর ভাড়া হবে : xyxy=(154,909,252,921)
photo-head xyxy=(1431,205,1463,240)
classified-ad-lead: ফ্ল্যাট বিক্রয় : xyxy=(307,1116,366,1128)
article-malaysia-trawler xyxy=(462,1287,828,2364)
classified-ad-text: উত্তরা ১০ নং সেক্টরে সম্পূর্ণ প্রস্তুত প্লট। www.uttaraproductcity.com xyxy=(154,359,301,402)
classified-ad-text: বাসাবোসহ একাধিক স্থানে রেডি এবং চলমান প্রকল্পের ফ্ল্যাট বুকিং চলছে। ০১৭১৯৫৮৮২৬। xyxy=(154,493,298,551)
classified-ad xyxy=(24,1087,145,1214)
article-headline-nominated: নাছিরসহ মনোনয়নপত্র নিলেন xyxy=(1260,651,1490,673)
classified-ad-lead: ফ্ল্যাট বিক্রয় : xyxy=(154,642,220,654)
classified-ad-code: সি: ২২৬৭/২০ xyxy=(88,1949,145,1960)
issue-date-text: ১২ ফেব্রুয়ারি ২০২০ । ২৯ মাঘ ১৪২৬ xyxy=(279,94,573,117)
classified-ad-text: পুরান ঢাকার এক্সপ্রেস বাড়ি বিক্রয়। ০১৮৮০৯৩৬৪৫। xyxy=(24,2134,145,2176)
